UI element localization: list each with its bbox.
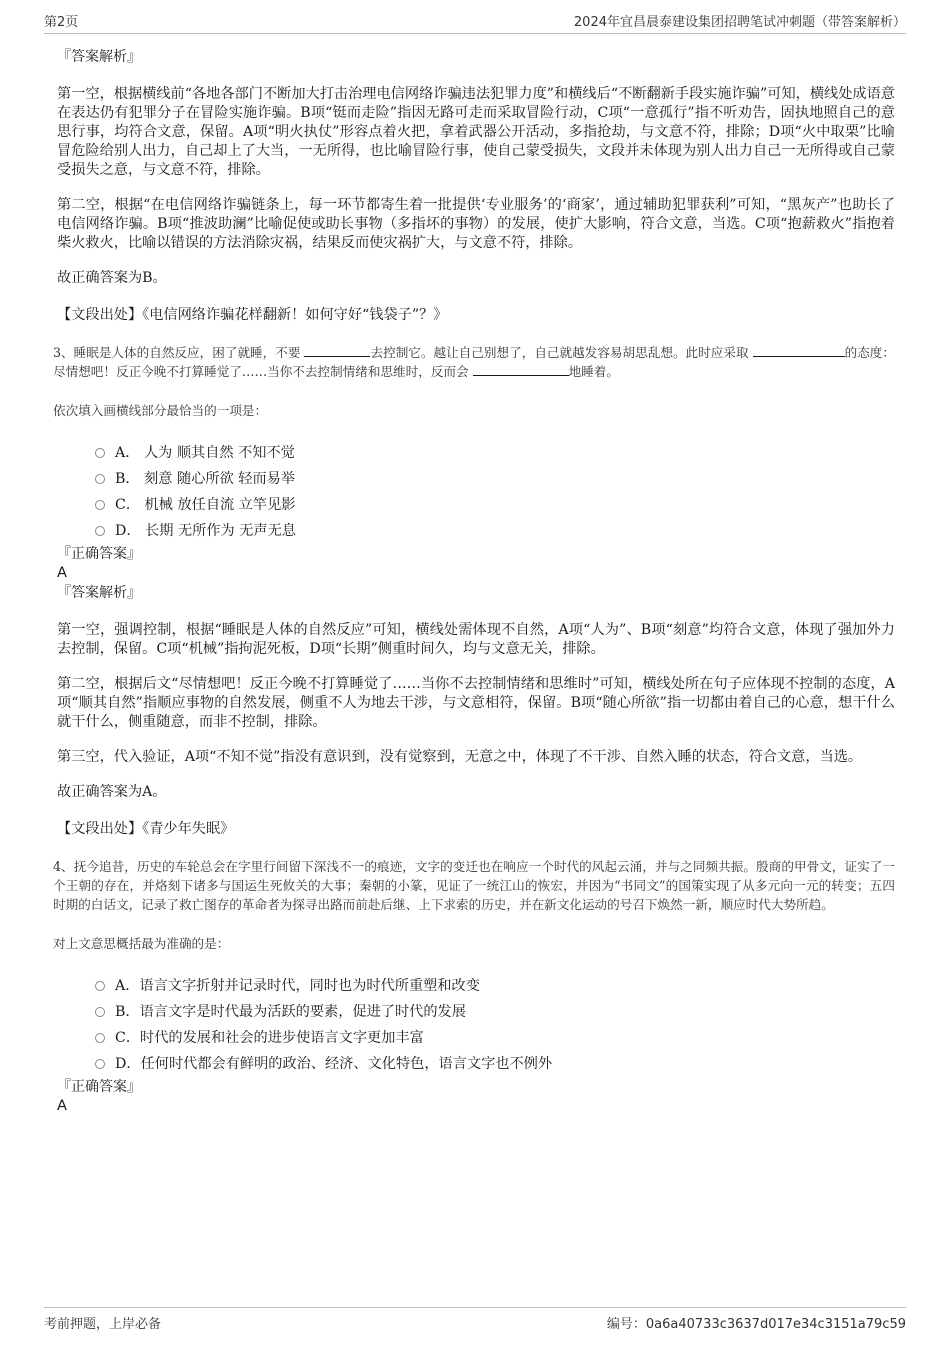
q3-option-a[interactable]: A． 人为 顺其自然 不知不觉 [95,440,895,466]
q3-correct-answer: A [57,565,67,581]
q3-stem: 3、睡眠是人体的自然反应，困了就睡，不要 去控制它。越让自己别想了，自己就越发容易胡思乱想。此时应采取 的态度：尽情想吧！反正今晚不打算睡觉了……当你不去控制情绪和思维时，反而会 地睡着。 [53,345,895,379]
q3-option-c[interactable]: C． 机械 放任自流 立竿见影 [95,492,895,518]
blank-1 [304,344,370,357]
q3-prompt: 依次填入画横线部分最恰当的一项是： [53,403,268,418]
q3-final-answer: 故正确答案为A。 [57,784,167,800]
q4-option-c[interactable]: C．时代的发展和社会的进步使语言文字更加丰富 [95,1025,895,1051]
radio-icon[interactable] [95,1007,105,1017]
q3-correct-label: 『正确答案』 [57,546,141,562]
q2-analysis-p2: 第二空，根据“在电信网络诈骗链条上，每一环节都寄生着一批提供‘专业服务’的‘商家’，通过辅助犯罪获利”可知，“黑灰产”也助长了电信网络诈骗。B项“推波助澜”比喻促使或助长事物（多指坏的事物）的发展，使扩大影响，符合文意，当选。C项“抱薪救火”指抱着柴火救火，比喻以错误的方法消除灾祸，结果反而使灾祸扩大，与文意不符，排除。 [57,197,895,251]
blank-3 [473,363,569,376]
q2-source: 【文段出处】《电信网络诈骗花样翻新！如何守好“钱袋子”？》 [57,307,448,323]
document-title: 2024年宜昌晨泰建设集团招聘笔试冲刺题（带答案解析） [573,15,906,30]
radio-icon[interactable] [95,474,105,484]
radio-icon[interactable] [95,500,105,510]
page-number: 第2页 [44,15,79,30]
radio-icon[interactable] [95,1059,105,1069]
footer-slogan: 考前押题，上岸必备 [44,1317,162,1332]
radio-icon[interactable] [95,981,105,991]
q3-analysis-label: 『答案解析』 [57,585,141,601]
q4-options [95,973,895,1077]
q3-analysis-p2: 第二空，根据后文“尽情想吧！反正今晚不打算睡觉了……当你不去控制情绪和思维时”可知，横线处所在句子应体现不控制的态度，A项“顺其自然”指顺应事物的自然发展，侧重不人为地去干涉，与文意相符，保留。B项“随心所欲”指一切都由着自己的心意，想干什么就干什么，侧重随意，而非不控制，排除。 [57,676,895,730]
document-id: 编号：0a6a40733c3637d017e34c3151a79c59 [606,1317,906,1332]
q3-source: 【文段出处】《青少年失眠》 [57,821,235,837]
q2-analysis-p1: 第一空，根据横线前“各地各部门不断加大打击治理电信网络诈骗违法犯罪力度”和横线后“不断翻新手段实施诈骗”可知，横线处成语意在表达仍有犯罪分子在冒险实施诈骗。B项“铤而走险”指因无路可走而采取冒险行动，C项“一意孤行”指不听劝告，固执地照自己的意思行事，均符合文意，保留。A项“明火执仗”形容点着火把，拿着武器公开活动，多指抢劫，与文意不符，排除；D项“火中取栗”比喻冒危险给别人出力，自己却上了大当，一无所得，也比喻冒险行事，使自己蒙受损失，文段并未体现为别人出力自己一无所得或自己蒙受损失之意，与文意不符，排除。 [57,86,895,178]
q4-option-a[interactable]: A．语言文字折射并记录时代，同时也为时代所重塑和改变 [95,973,895,999]
q3-option-b[interactable]: B． 刻意 随心所欲 轻而易举 [95,466,895,492]
radio-icon[interactable] [95,448,105,458]
radio-icon[interactable] [95,526,105,536]
page-content [53,47,895,1116]
q4-option-d[interactable]: D．任何时代都会有鲜明的政治、经济、文化特色，语言文字也不例外 [95,1051,895,1077]
q3-analysis-p3: 第三空，代入验证，A项“不知不觉”指没有意识到，没有觉察到，无意之中，体现了不干涉、自然入睡的状态，符合文意，当选。 [57,749,863,765]
q4-option-b[interactable]: B．语言文字是时代最为活跃的要素，促进了时代的发展 [95,999,895,1025]
q3-analysis-p1: 第一空，强调控制，根据“睡眠是人体的自然反应”可知，横线处需体现不自然，A项“人为”、B项“刻意”均符合文意，体现了强加外力去控制，保留。C项“机械”指拘泥死板，D项“长期”侧重时间久，均与文意无关，排除。 [57,622,895,657]
q2-final-answer: 故正确答案为B。 [57,270,167,286]
radio-icon[interactable] [95,1033,105,1043]
q2-analysis-label: 『答案解析』 [57,49,141,65]
q4-prompt: 对上文意思概括最为准确的是： [53,936,230,951]
page-footer [44,1307,906,1330]
q4-correct-answer: A [57,1098,67,1114]
q4-correct-label: 『正确答案』 [57,1079,141,1095]
page-header [44,11,906,34]
blank-2 [753,344,845,357]
q3-options [95,440,895,544]
q3-option-d[interactable]: D． 长期 无所作为 无声无息 [95,518,895,544]
q4-stem: 4、抚今追昔，历史的车轮总会在字里行间留下深浅不一的痕迹，文字的变迁也在响应一个时代的风起云涌，并与之同频共振。殷商的甲骨文，证实了一个王朝的存在，并烙刻下诸多与国运生死攸关的大事；秦朝的小篆，见证了一统江山的恢宏，并因为“书同文”的国策实现了从多元向一元的转变；五四时期的白话文，记录了救亡图存的革命者为探寻出路而前赴后继、上下求索的历史，并在新文化运动的号召下焕然一新，顺应时代大势所趋。 [53,859,895,912]
